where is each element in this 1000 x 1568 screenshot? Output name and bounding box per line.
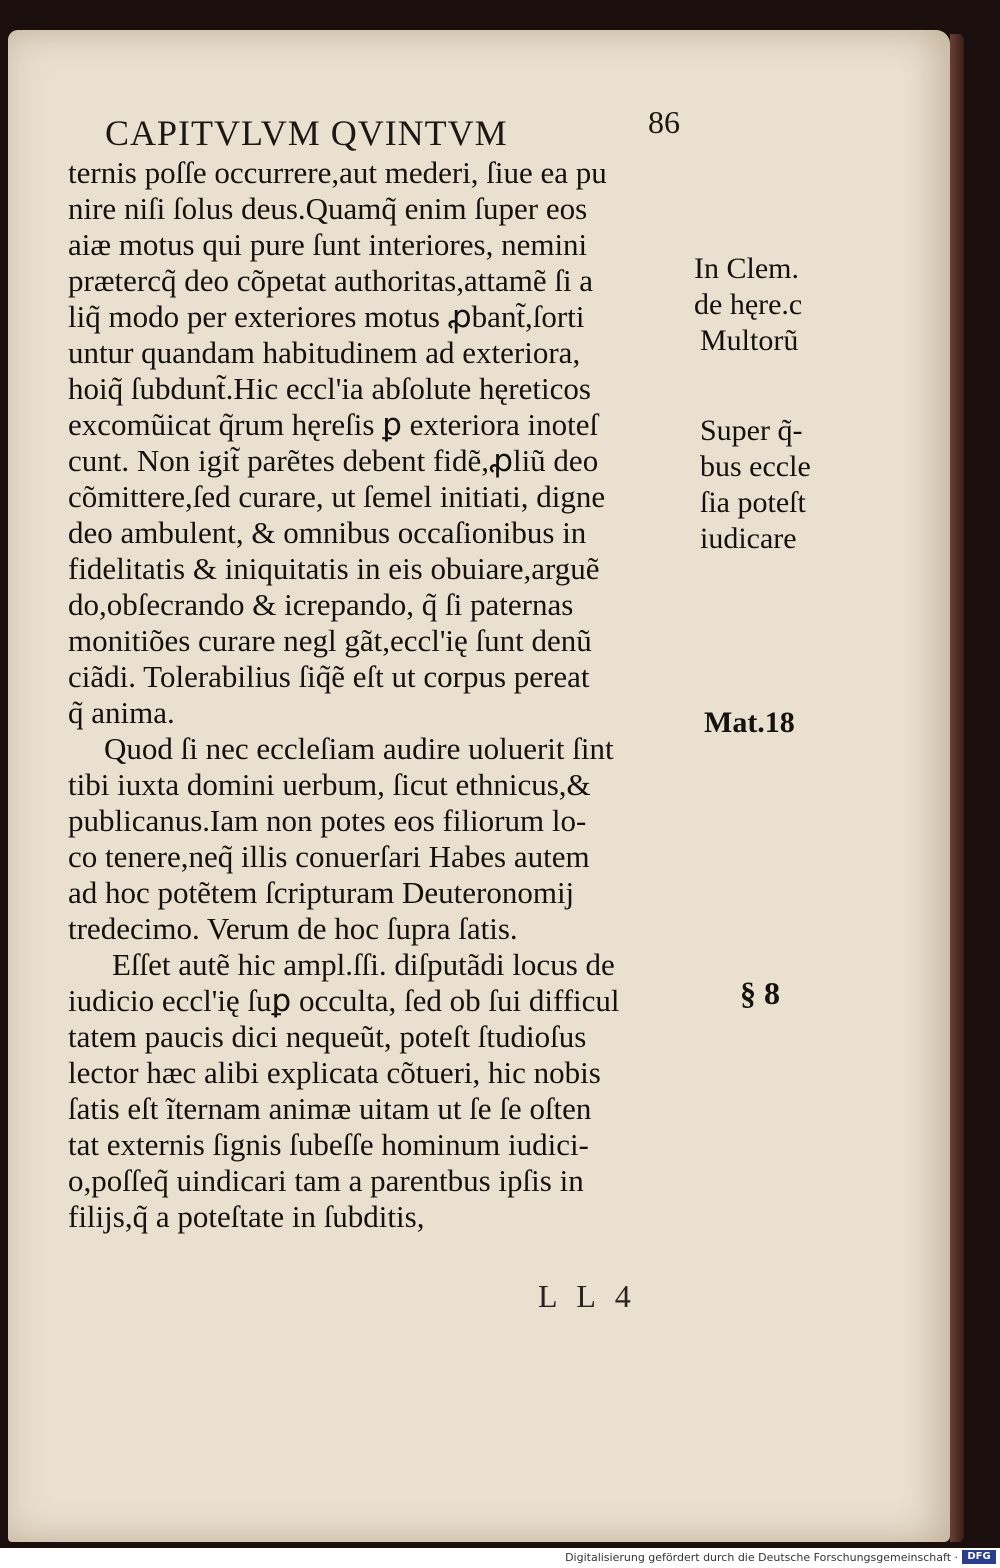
- body-line: deo ambulent, & omnibus occaſionibus in: [68, 515, 587, 550]
- body-line: tatem paucis dici nequeũt, poteſt ſtudioſus: [68, 1019, 587, 1054]
- body-line: Eſſet autẽ hic ampl.ſſi. diſputãdi locus de: [112, 947, 615, 982]
- margin-note-line: de hęre.c: [694, 288, 803, 321]
- margin-note-line: iudicare: [700, 522, 797, 555]
- body-line: ternis poſſe occurrere,aut mederi, ſiue ea pu: [68, 155, 607, 190]
- body-line: ſatis eſt ĩternam animæ uitam ut ſe ſe oſten: [68, 1091, 592, 1126]
- body-line: q̃ anima.: [68, 695, 175, 730]
- body-line: ciãdi. Tolerabilius ſiq̃ẽ eſt ut corpus pereat: [68, 659, 590, 694]
- body-line: monitiões curare negl gãt,eccl'ię ſunt denũ: [68, 623, 592, 658]
- body-line: excomũicat q̃rum hęreſis ꝑ exteriora inoteſ: [68, 407, 599, 442]
- page-edge: [950, 34, 964, 1542]
- body-line: hoiq̃ ſubdunt̃.Hic eccl'ia abſolute hęreticos: [68, 371, 591, 406]
- body-line: publicanus.Iam non potes eos filiorum lo-: [68, 803, 587, 838]
- running-head: CAPITVLVM QVINTVM: [105, 113, 508, 153]
- body-line: tat externis ſignis ſubeſſe hominum iudici-: [68, 1127, 589, 1162]
- body-line: o,poſſeq̃ uindicari tam a parentbus ipſis in: [68, 1163, 584, 1198]
- margin-note-line: ſia poteſt: [700, 486, 806, 519]
- body-line: tredecimo. Verum de hoc ſupra ſatis.: [68, 911, 518, 946]
- margin-note-line: In Clem.: [694, 252, 799, 285]
- signature-mark: L L 4: [538, 1278, 637, 1314]
- body-line: cõmittere,ſed curare, ut ſemel initiati, digne: [68, 479, 606, 514]
- body-line: tibi iuxta domini uerbum, ſicut ethnicus,&: [68, 767, 591, 802]
- body-line: aiæ motus qui pure ſunt interiores, nemini: [68, 227, 588, 262]
- body-line: prætercq̃ deo cõpetat authoritas,attamẽ ſi a: [68, 263, 594, 298]
- page-number: 86: [648, 104, 680, 140]
- section-mark: § 8: [740, 975, 780, 1011]
- margin-note-line: bus eccle: [700, 450, 811, 483]
- margin-note-line: Multorũ: [700, 324, 799, 357]
- margin-note-line: Super q̃-: [700, 414, 803, 447]
- body-line: Quod ſi nec eccleſiam audire uoluerit ſint: [104, 731, 614, 766]
- body-line: lector hæc alibi explicata cõtueri, hic nobis: [68, 1055, 601, 1090]
- body-line: ad hoc potẽtem ſcripturam Deuteronomij: [68, 875, 575, 910]
- dfg-logo-icon: DFG: [962, 1550, 996, 1564]
- body-line: co tenere,neq̃ illis conuerſari Habes autem: [68, 839, 590, 874]
- body-line: liq̃ modo per exteriores motus ꝓbant̃,ſorti: [68, 299, 585, 334]
- margin-note-line: Mat.18: [704, 706, 795, 739]
- body-line: fidelitatis & iniquitatis in eis obuiare,arguẽ: [68, 551, 600, 586]
- body-line: nire niſi ſolus deus.Quamq̃ enim ſuper eos: [68, 191, 588, 226]
- footer-credit: Digitalisierung gefördert durch die Deutsche Forschungsgemeinschaft ·: [565, 1551, 958, 1564]
- body-line: do,obſecrando & icrepando, q̃ ſi paternas: [68, 587, 574, 622]
- body-line: untur quandam habitudinem ad exteriora,: [68, 335, 581, 370]
- body-line: filijs,q̃ a poteſtate in ſubditis,: [68, 1199, 425, 1234]
- body-line: iudicio eccl'ię ſuꝑ occulta, ſed ob ſui difficul: [68, 983, 620, 1018]
- body-line: cunt. Non igit̃ parẽtes debent fidẽ,ꝓliũ deo: [68, 443, 599, 478]
